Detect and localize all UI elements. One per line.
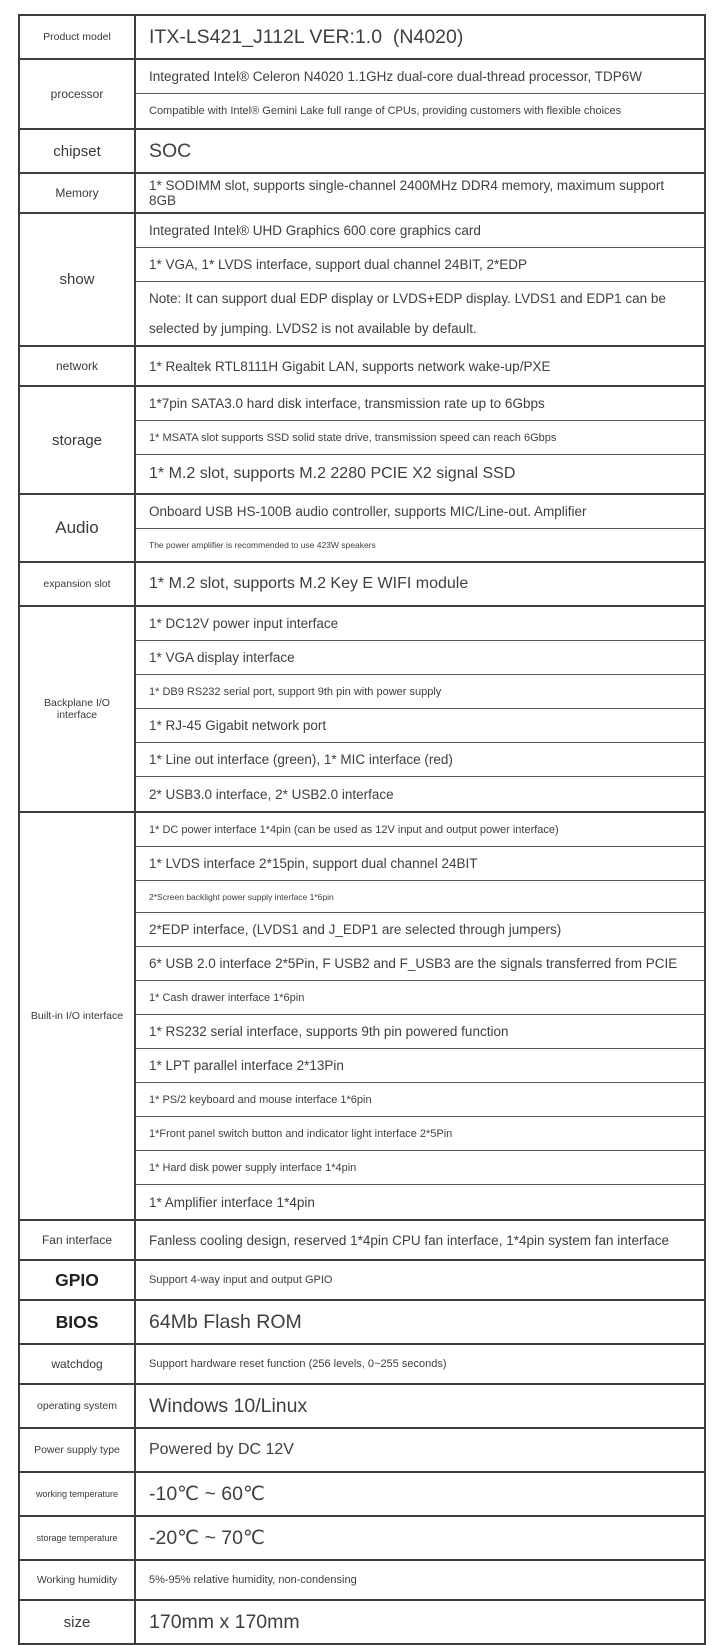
- section-fan-interface: [20, 1221, 704, 1261]
- spec-value: 1* Realtek RTL8111H Gigabit LAN, supports network wake-up/PXE: [149, 358, 551, 374]
- spec-value: ITX-LS421_J112L VER:1.0 (N4020): [149, 25, 464, 48]
- section-rows: [136, 214, 704, 345]
- section-rows: [136, 1221, 704, 1259]
- spec-value: Note: It can support dual EDP display or LVDS+EDP display. LVDS1 and EDP1 can be selected by jumping. LVDS2 is not available by default.: [149, 291, 670, 336]
- row-label-audio: Audio: [20, 495, 136, 561]
- section-rows: [136, 1429, 704, 1471]
- spec-value: 1* VGA, 1* LVDS interface, support dual channel 24BIT, 2*EDP: [136, 248, 704, 282]
- section-size: [20, 1601, 704, 1643]
- spec-value: 5%-95% relative humidity, non-condensing: [149, 1574, 357, 1587]
- spec-value: 170mm x 170mm: [149, 1610, 300, 1633]
- spec-value: 1* LVDS interface 2*15pin, support dual channel 24BIT: [136, 847, 704, 881]
- section-rows: [136, 1385, 704, 1427]
- row-label-operating-system: operating system: [20, 1385, 136, 1427]
- section-rows: [136, 130, 704, 172]
- spec-value: The power amplifier is recommended to use 423W speakers: [149, 540, 376, 551]
- spec-value: 1*Front panel switch button and indicator light interface 2*5Pin: [136, 1117, 704, 1151]
- section-rows: [136, 813, 704, 1219]
- section-processor: [20, 60, 704, 130]
- spec-value: 6* USB 2.0 interface 2*5Pin, F USB2 and F_USB3 are the signals transferred from PCIE: [136, 947, 704, 981]
- spec-value: 64Mb Flash ROM: [149, 1310, 302, 1333]
- section-storage-temperature: [20, 1517, 704, 1561]
- spec-value: 2*Screen backlight power supply interface 1*6pin: [136, 881, 704, 913]
- spec-value: 1* Cash drawer interface 1*6pin: [136, 981, 704, 1015]
- section-rows: [136, 1517, 704, 1559]
- section-show: [20, 214, 704, 347]
- section-rows: [136, 563, 704, 605]
- section-power-supply-type: [20, 1429, 704, 1473]
- row-label-fan-interface: Fan interface: [20, 1221, 136, 1259]
- spec-value: 1* Line out interface (green), 1* MIC interface (red): [136, 743, 704, 777]
- spec-value: 1* VGA display interface: [136, 641, 704, 675]
- spec-value: 1* LPT parallel interface 2*13Pin: [136, 1049, 704, 1083]
- section-rows: [136, 1561, 704, 1599]
- section-working-temperature: [20, 1473, 704, 1517]
- row-label-backplane-i-o-interface: Backplane I/O interface: [20, 607, 136, 811]
- spec-value: 1* SODIMM slot, supports single-channel 2400MHz DDR4 memory, maximum support 8GB: [149, 178, 668, 208]
- row-label-storage-temperature: storage temperature: [20, 1517, 136, 1559]
- spec-value: Integrated Intel® UHD Graphics 600 core graphics card: [136, 214, 704, 248]
- section-bios: [20, 1301, 704, 1345]
- spec-value: 2*EDP interface, (LVDS1 and J_EDP1 are selected through jumpers): [136, 913, 704, 947]
- spec-value: 1* DC power interface 1*4pin (can be used as 12V input and output power interface): [136, 813, 704, 847]
- spec-value: 1* PS/2 keyboard and mouse interface 1*6pin: [136, 1083, 704, 1117]
- spec-value: Integrated Intel® Celeron N4020 1.1GHz dual-core dual-thread processor, TDP6W: [136, 60, 704, 94]
- section-expansion-slot: [20, 563, 704, 607]
- spec-value: 1* MSATA slot supports SSD solid state drive, transmission speed can reach 6Gbps: [136, 421, 704, 455]
- spec-value: 2* USB3.0 interface, 2* USB2.0 interface: [149, 786, 394, 802]
- spec-value: 1* Amplifier interface 1*4pin: [149, 1194, 315, 1210]
- spec-value: Support hardware reset function (256 levels, 0~255 seconds): [149, 1358, 447, 1371]
- section-rows: [136, 1261, 704, 1299]
- row-label-product-model: Product model: [20, 16, 136, 58]
- section-rows: [136, 495, 704, 561]
- spec-value: Support 4-way input and output GPIO: [149, 1274, 333, 1287]
- row-label-memory: Memory: [20, 174, 136, 212]
- section-rows: [136, 347, 704, 385]
- row-label-working-temperature: working temperature: [20, 1473, 136, 1515]
- section-working-humidity: [20, 1561, 704, 1601]
- section-rows: [136, 387, 704, 493]
- row-label-gpio: GPIO: [20, 1261, 136, 1299]
- row-label-working-humidity: Working humidity: [20, 1561, 136, 1599]
- section-rows: [136, 1601, 704, 1643]
- section-rows: [136, 60, 704, 128]
- spec-value: Onboard USB HS-100B audio controller, supports MIC/Line-out. Amplifier: [136, 495, 704, 529]
- spec-value: 1* DB9 RS232 serial port, support 9th pin with power supply: [136, 675, 704, 709]
- spec-value: 1* M.2 slot, supports M.2 2280 PCIE X2 signal SSD: [149, 465, 516, 483]
- section-rows: [136, 1301, 704, 1343]
- section-chipset: [20, 130, 704, 174]
- section-rows: [136, 16, 704, 58]
- row-label-bios: BIOS: [20, 1301, 136, 1343]
- row-label-show: show: [20, 214, 136, 345]
- row-label-chipset: chipset: [20, 130, 136, 172]
- spec-value: 1* M.2 slot, supports M.2 Key E WIFI module: [149, 575, 469, 593]
- spec-value: Compatible with Intel® Gemini Lake full range of CPUs, providing customers with flexible choices: [149, 105, 622, 117]
- row-label-expansion-slot: expansion slot: [20, 563, 136, 605]
- row-label-size: size: [20, 1601, 136, 1643]
- spec-value: 1* RJ-45 Gigabit network port: [136, 709, 704, 743]
- row-label-built-in-i-o-interface: Built-in I/O interface: [20, 813, 136, 1219]
- section-storage: [20, 387, 704, 495]
- spec-value: Powered by DC 12V: [149, 1441, 294, 1459]
- section-network: [20, 347, 704, 387]
- section-built-in-i-o-interface: [20, 813, 704, 1221]
- spec-value: SOC: [149, 139, 192, 162]
- spec-value: 1* Hard disk power supply interface 1*4pin: [136, 1151, 704, 1185]
- spec-value: 1* RS232 serial interface, supports 9th pin powered function: [136, 1015, 704, 1049]
- spec-value: Fanless cooling design, reserved 1*4pin CPU fan interface, 1*4pin system fan interface: [149, 1232, 670, 1248]
- section-memory: [20, 174, 704, 214]
- section-audio: [20, 495, 704, 563]
- row-label-watchdog: watchdog: [20, 1345, 136, 1383]
- section-rows: [136, 607, 704, 811]
- section-gpio: [20, 1261, 704, 1301]
- section-watchdog: [20, 1345, 704, 1385]
- row-label-power-supply-type: Power supply type: [20, 1429, 136, 1471]
- spec-value: -20℃ ~ 70℃: [149, 1527, 265, 1550]
- section-rows: [136, 1345, 704, 1383]
- section-backplane-i-o-interface: [20, 607, 704, 813]
- section-rows: [136, 174, 704, 212]
- section-rows: [136, 1473, 704, 1515]
- row-label-network: network: [20, 347, 136, 385]
- row-label-processor: processor: [20, 60, 136, 128]
- section-product-model: [20, 16, 704, 60]
- row-label-storage: storage: [20, 387, 136, 493]
- spec-value: Windows 10/Linux: [149, 1394, 308, 1417]
- spec-value: 1*7pin SATA3.0 hard disk interface, transmission rate up to 6Gbps: [136, 387, 704, 421]
- spec-value: -10℃ ~ 60℃: [149, 1483, 265, 1506]
- spec-value: 1* DC12V power input interface: [136, 607, 704, 641]
- section-operating-system: [20, 1385, 704, 1429]
- spec-table: [18, 14, 706, 1645]
